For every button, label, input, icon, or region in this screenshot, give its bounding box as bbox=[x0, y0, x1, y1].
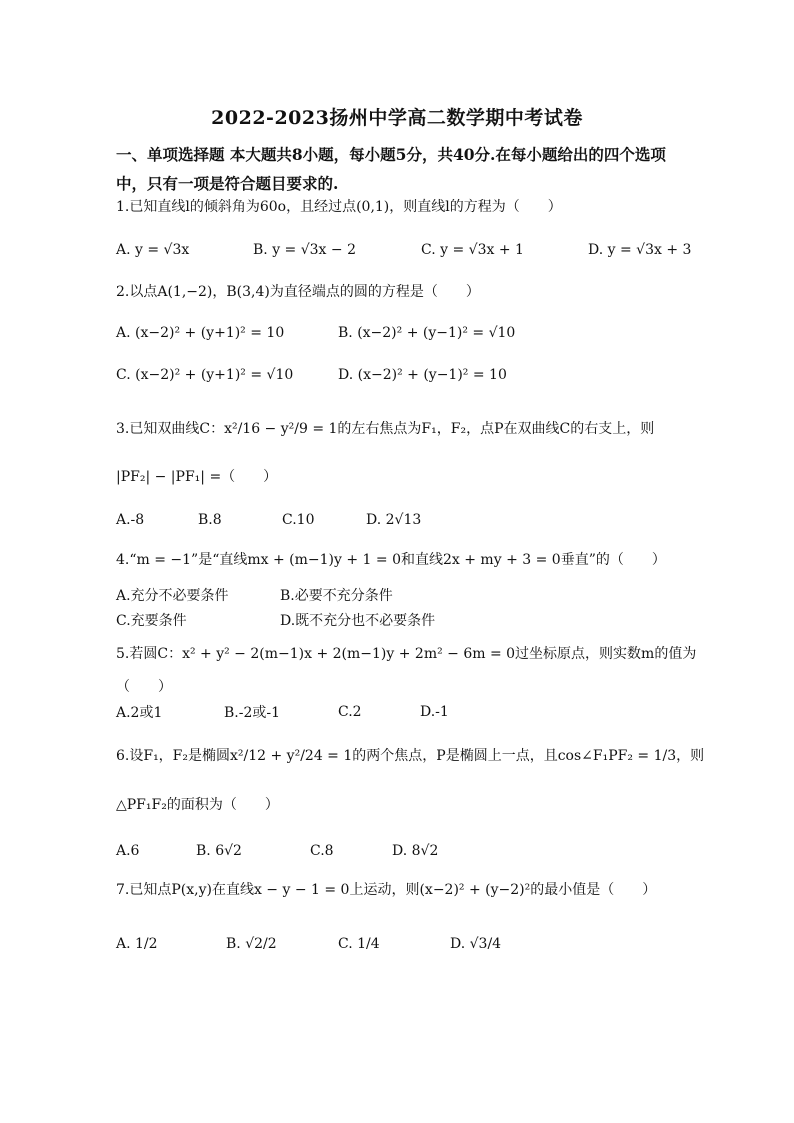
option-c: C.充要条件 bbox=[116, 613, 187, 629]
section-heading: 一、单项选择题 本大题共8小题，每小题5分，共40分.在每小题给出的四个选项中，只有一项是符合题目要求的. bbox=[116, 145, 666, 193]
option-b: B.必要不充分条件 bbox=[280, 588, 393, 604]
option-a: A.6 bbox=[116, 843, 140, 859]
question-2-options-row2 bbox=[116, 355, 696, 395]
option-d: D. y = √3x + 3 bbox=[588, 242, 692, 258]
option-a: A.充分不必要条件 bbox=[116, 588, 229, 604]
option-d: D.-1 bbox=[420, 704, 449, 720]
question-6-options bbox=[116, 831, 696, 871]
option-d: D.既不充分也不必要条件 bbox=[280, 613, 436, 629]
question-3-stem: 3.已知双曲线C：x²/16 − y²/9 = 1的左右焦点为F₁，F₂，点P在双曲线C的右支上，则 bbox=[116, 421, 655, 437]
option-d: D. (x−2)² + (y−1)² = 10 bbox=[338, 367, 507, 383]
option-b: B. 6√2 bbox=[196, 843, 242, 859]
question-6-stem: 6.设F₁，F₂是椭圆x²/12 + y²/24 = 1的两个焦点，P是椭圆上一点，且cos∠F₁PF₂ = 1/3，则 bbox=[116, 748, 705, 764]
option-c: C. (x−2)² + (y+1)² = √10 bbox=[116, 367, 294, 383]
option-c: C.2 bbox=[338, 704, 362, 720]
question-1-stem: 1.已知直线l的倾斜角为60o，且经过点(0,1)，则直线l的方程为（ ） bbox=[116, 199, 562, 215]
question-5-options bbox=[116, 692, 696, 732]
option-d: D. 8√2 bbox=[392, 843, 439, 859]
question-5-stem-cont: （ ） bbox=[116, 679, 172, 695]
option-b: B. √2/2 bbox=[226, 936, 277, 952]
question-2-stem: 2.以点A(1,−2)，B(3,4)为直径端点的圆的方程是（ ） bbox=[116, 284, 480, 300]
exam-title: 2022-2023扬州中学高二数学期中考试卷 bbox=[211, 107, 583, 129]
option-c: C. 1/4 bbox=[338, 936, 380, 952]
option-a: A. y = √3x bbox=[116, 242, 190, 258]
question-2-options-row1 bbox=[116, 313, 696, 353]
option-a: A.2或1 bbox=[116, 705, 163, 721]
question-7-stem: 7.已知点P(x,y)在直线x − y − 1 = 0上运动，则(x−2)² + (y−2)²的最小值是（ ） bbox=[116, 882, 657, 898]
question-7-options bbox=[116, 924, 696, 964]
question-4-options-row2 bbox=[116, 600, 696, 640]
option-a: A.-8 bbox=[116, 512, 145, 528]
question-3-options bbox=[116, 500, 696, 540]
question-4-stem: 4.“m = −1”是“直线mx + (m−1)y + 1 = 0和直线2x + my + 3 = 0垂直”的（ ） bbox=[116, 552, 666, 568]
option-c: C.8 bbox=[310, 843, 334, 859]
question-3-stem-cont: |PF₂| − |PF₁| =（ ） bbox=[116, 469, 278, 485]
option-c: C. y = √3x + 1 bbox=[421, 242, 524, 258]
option-b: B. (x−2)² + (y−1)² = √10 bbox=[338, 325, 516, 341]
question-1-options bbox=[116, 230, 696, 270]
option-a: A. 1/2 bbox=[116, 936, 158, 952]
option-a: A. (x−2)² + (y+1)² = 10 bbox=[116, 325, 285, 341]
option-d: D. √3/4 bbox=[450, 936, 502, 952]
question-6-stem-cont: △PF₁F₂的面积为（ ） bbox=[116, 797, 279, 813]
option-d: D. 2√13 bbox=[366, 512, 422, 528]
option-b: B.-2或-1 bbox=[224, 705, 281, 721]
option-b: B.8 bbox=[198, 512, 222, 528]
question-5-stem: 5.若圆C：x² + y² − 2(m−1)x + 2(m−1)y + 2m² − 6m = 0过坐标原点，则实数m的值为 bbox=[116, 646, 697, 662]
option-c: C.10 bbox=[282, 512, 315, 528]
option-b: B. y = √3x − 2 bbox=[253, 242, 356, 258]
